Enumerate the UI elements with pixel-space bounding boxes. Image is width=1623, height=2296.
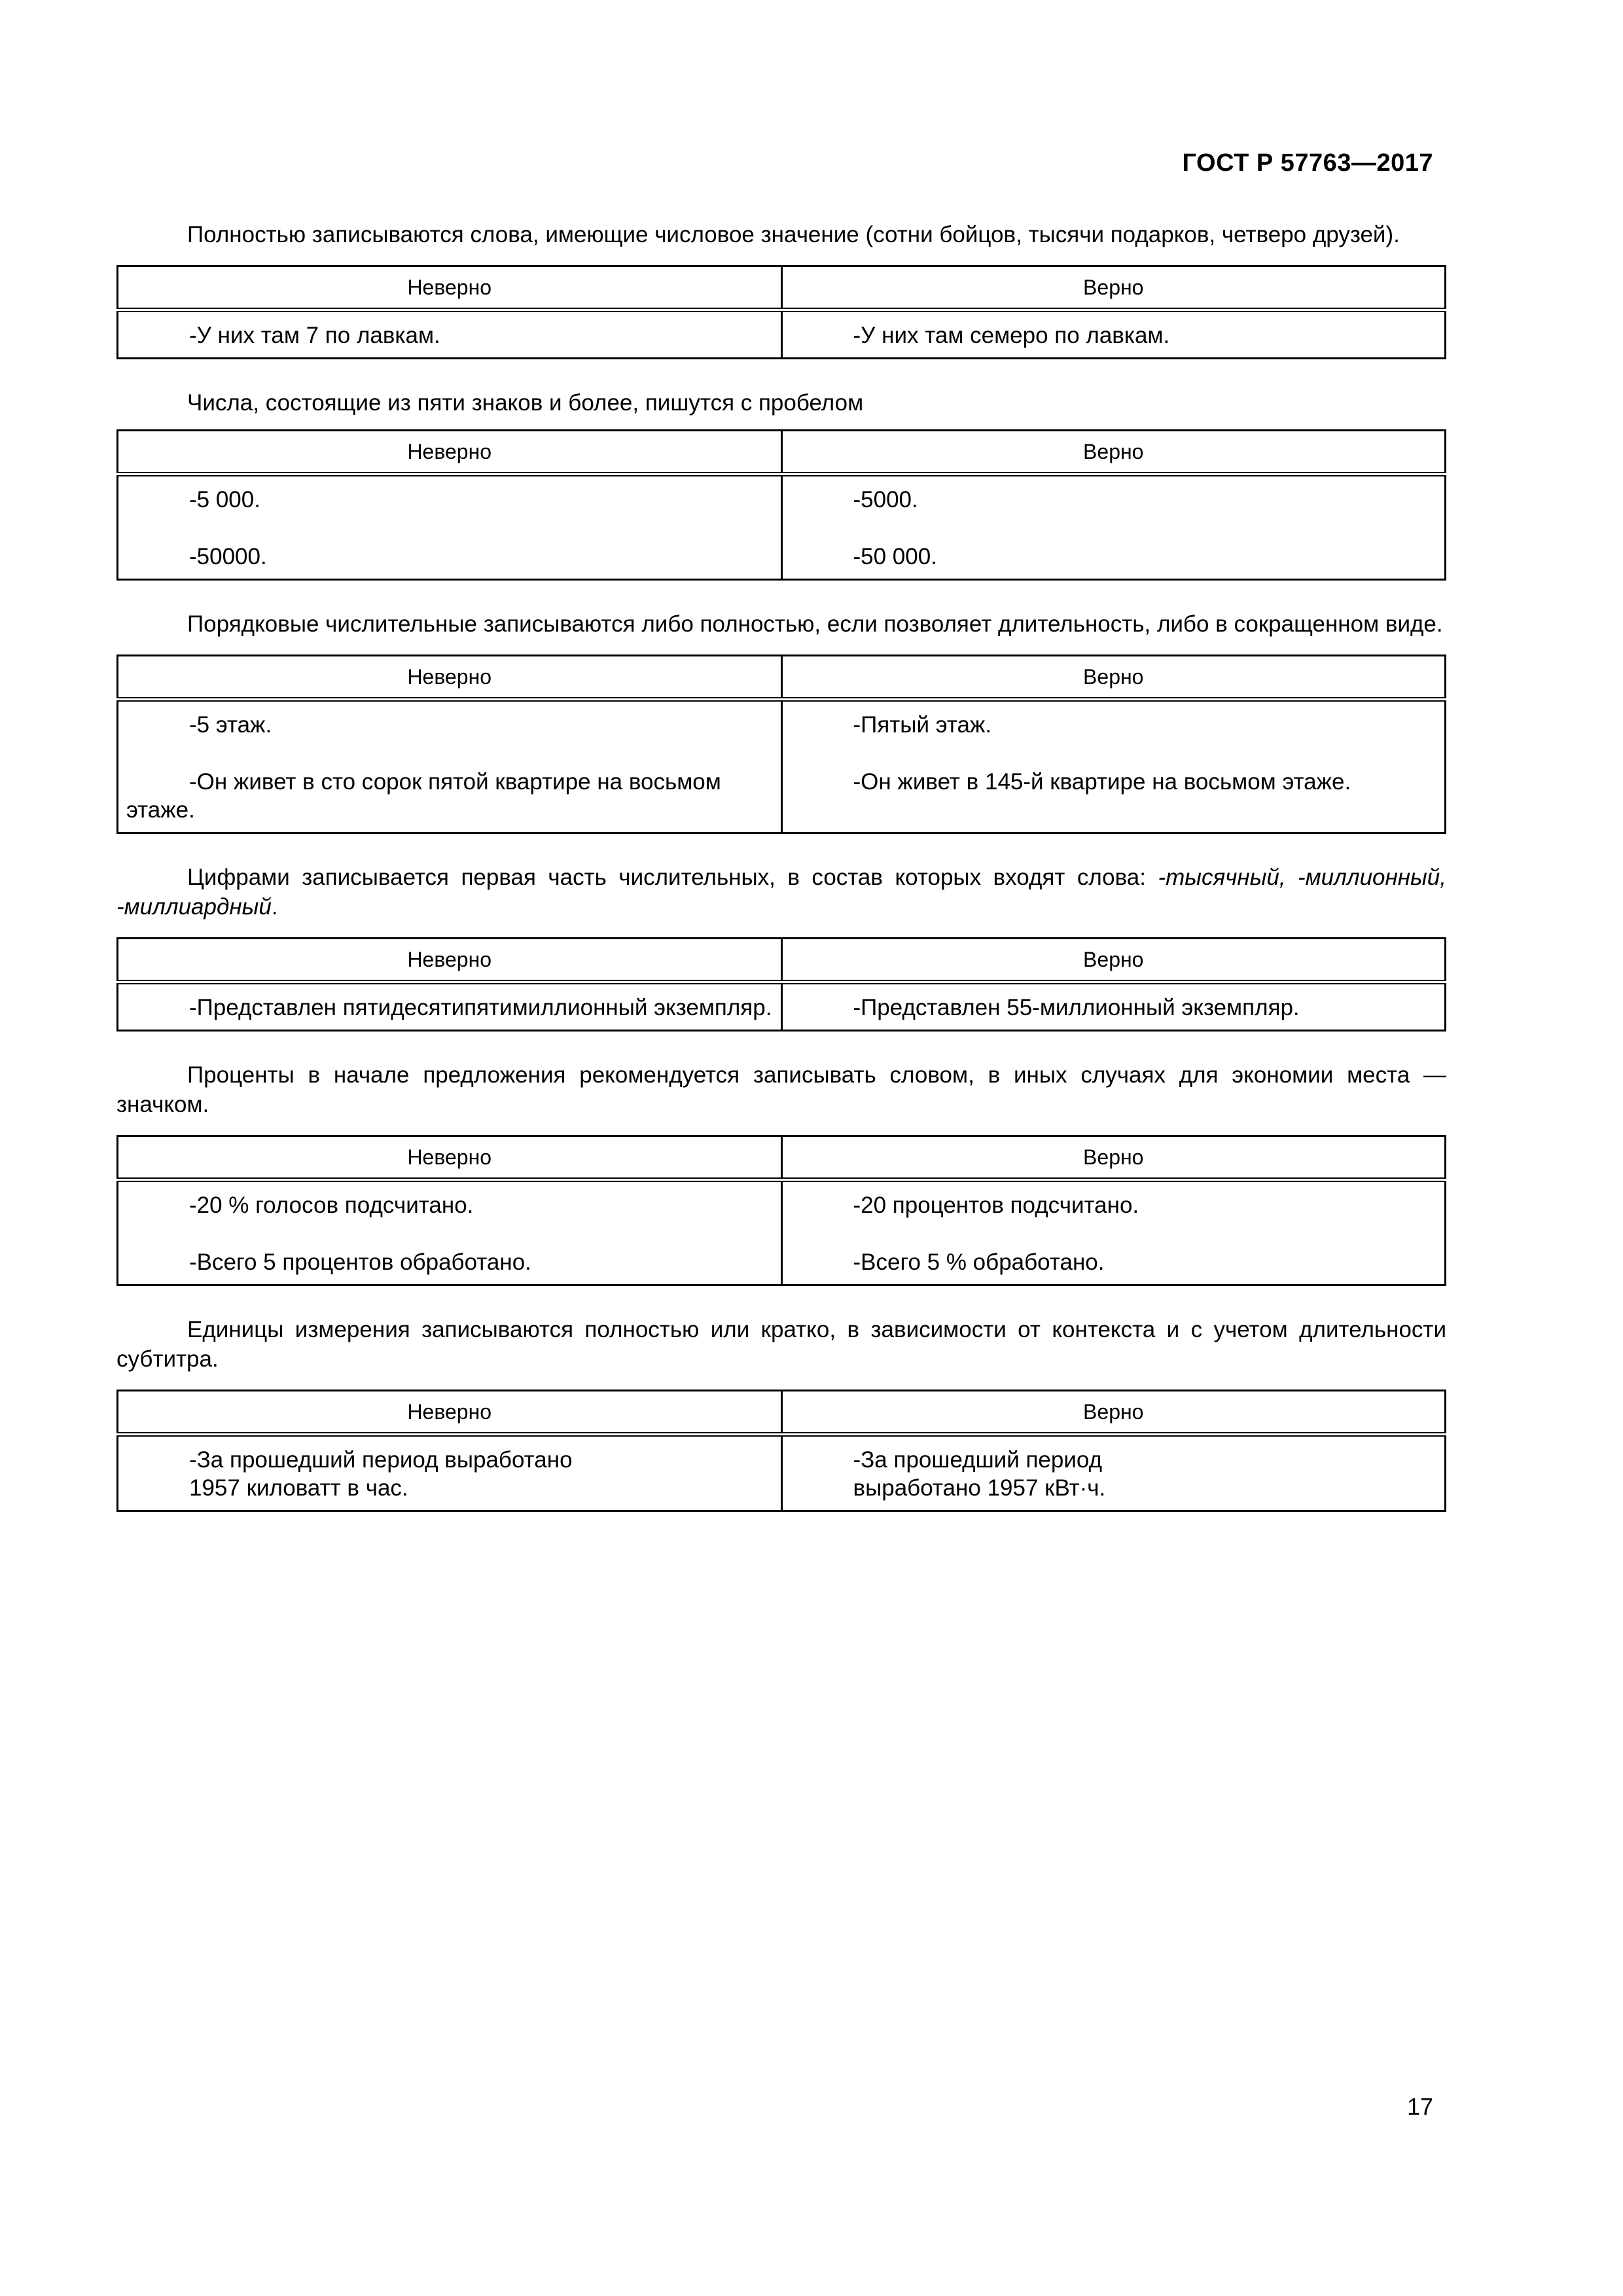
wrong-example: -20 % голосов подсчитано. [189, 1193, 474, 1218]
section-text: Полностью записываются слова, имеющие числовое значение (сотни бойцов, тысячи подарков, четверо друзей). [187, 222, 1400, 247]
right-cell [781, 1180, 1446, 1285]
right-example: -У них там семеро по лавкам. [853, 323, 1170, 348]
col-header-wrong: Неверно [118, 939, 782, 982]
page-content [116, 220, 1446, 1541]
wrong-example: -Он живет в сто сорок пятой квартире на восьмом этаже. [126, 769, 721, 823]
right-example: -Всего 5 % обработано. [853, 1249, 1105, 1275]
col-header-wrong: Неверно [118, 266, 782, 310]
wrong-example: -50000. [189, 544, 267, 569]
wrong-example: -5 этаж. [189, 712, 272, 738]
col-header-right: Верно [781, 431, 1446, 475]
col-header-wrong: Неверно [118, 431, 782, 475]
comparison-table [116, 265, 1446, 359]
right-example [853, 1446, 1437, 1502]
document-header: ГОСТ Р 57763—2017 [1182, 149, 1433, 177]
section-text: Единицы измерения записываются полностью или кратко, в зависимости от контекста и с учетом длительности субтитра. [116, 1317, 1446, 1372]
right-example: -50 000. [853, 544, 937, 569]
col-header-wrong: Неверно [118, 656, 782, 700]
right-example: -5000. [853, 487, 918, 512]
section-text: Проценты в начале предложения рекомендуется записывать словом, в иных случаях для экономии места — значком. [116, 1062, 1446, 1117]
wrong-cell [118, 700, 782, 833]
right-cell [781, 982, 1446, 1031]
right-example: -Пятый этаж. [853, 712, 992, 738]
page-number: 17 [1406, 2093, 1433, 2120]
section-text [116, 863, 1446, 922]
comparison-table [116, 1390, 1446, 1512]
section-text: Числа, состоящие из пяти знаков и более, пишутся с пробелом [187, 390, 864, 416]
col-header-wrong: Неверно [118, 1391, 782, 1435]
wrong-example: -Всего 5 процентов обработано. [189, 1249, 531, 1275]
col-header-wrong: Неверно [118, 1136, 782, 1180]
wrong-example-line: 1957 киловатт в час. [189, 1475, 408, 1501]
wrong-cell [118, 310, 782, 359]
right-example-line: выработано 1957 кВт·ч. [853, 1475, 1106, 1501]
right-cell [781, 700, 1446, 833]
col-header-right: Верно [781, 1136, 1446, 1180]
section-text-italic: -тысячный, -миллионный, -миллиардный [116, 865, 1446, 920]
wrong-example-line: -За прошедший период выработано [189, 1447, 573, 1473]
wrong-cell [118, 1180, 782, 1285]
comparison-table [116, 429, 1446, 581]
right-example: -20 процентов подсчитано. [853, 1193, 1139, 1218]
col-header-right: Верно [781, 939, 1446, 982]
wrong-cell [118, 982, 782, 1031]
comparison-table [116, 1135, 1446, 1286]
wrong-example: -5 000. [189, 487, 260, 512]
section-text-plain: Цифрами записывается первая часть числительных, в состав которых входят слова: [187, 865, 1158, 890]
section-text-end: . [271, 894, 278, 920]
section-text: Порядковые числительные записываются либо полностью, если позволяет длительность, либо в сокращенном виде. [187, 611, 1443, 637]
col-header-right: Верно [781, 656, 1446, 700]
right-example-line: -За прошедший период [853, 1447, 1103, 1473]
wrong-example: -У них там 7 по лавкам. [189, 323, 440, 348]
wrong-cell [118, 475, 782, 580]
comparison-table [116, 937, 1446, 1031]
wrong-example [189, 1446, 773, 1502]
right-cell [781, 475, 1446, 580]
col-header-right: Верно [781, 1391, 1446, 1435]
wrong-cell [118, 1435, 782, 1511]
wrong-example: -Представлен пятидесятипятимиллионный экземпляр. [189, 995, 772, 1020]
right-cell [781, 310, 1446, 359]
comparison-table [116, 655, 1446, 834]
col-header-right: Верно [781, 266, 1446, 310]
right-example: -Представлен 55-миллионный экземпляр. [853, 995, 1300, 1020]
right-cell [781, 1435, 1446, 1511]
right-example: -Он живет в 145-й квартире на восьмом этаже. [853, 769, 1351, 795]
